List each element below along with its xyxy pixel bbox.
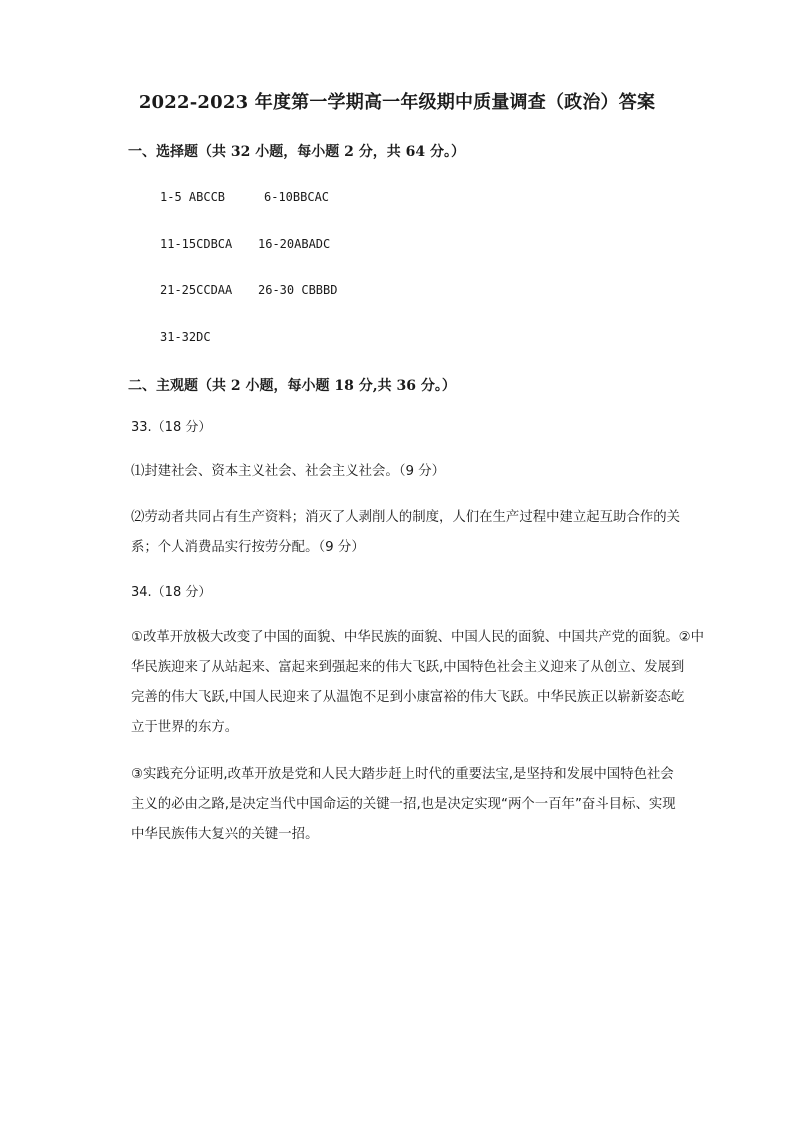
answer-line: ⑵劳动者共同占有生产资料；消灭了人剥削人的制度，人们在生产过程中建立起互助合作的关 — [131, 510, 681, 525]
answer-group: 16-20ABADC — [258, 237, 331, 251]
answer-line: ③实践充分证明,改革开放是党和人民大踏步赶上时代的重要法宝,是坚持和发展中国特色社会 — [131, 767, 674, 782]
answer-group: 26-30 CBBBD — [258, 283, 338, 297]
answer-line: 主义的必由之路,是决定当代中国命运的关键一招,也是决定实现“两个一百年”奋斗目标、实现 — [131, 797, 676, 812]
answer-line: ⑴封建社会、资本主义社会、社会主义社会。（9 分） — [131, 464, 446, 479]
answer-line: 中华民族伟大复兴的关键一招。 — [131, 827, 319, 842]
answer-group: 1-5 ABCCB — [160, 190, 226, 204]
question-33-label: 33.（18 分） — [131, 420, 212, 435]
section1-heading: 一、选择题（共 32 小题，每小题 2 分，共 64 分。） — [128, 144, 465, 160]
answer-line: ①改革开放极大改变了中国的面貌、中华民族的面貌、中国人民的面貌、中国共产党的面貌。②中 — [131, 630, 705, 645]
answer-line: 立于世界的东方。 — [131, 720, 239, 735]
answer-line: 系；个人消费品实行按劳分配。（9 分） — [131, 540, 365, 555]
answer-line: 华民族迎来了从站起来、富起来到强起来的伟大飞跃,中国特色社会主义迎来了从创立、发展到 — [131, 660, 685, 675]
answer-group: 31-32DC — [160, 330, 211, 344]
answer-group: 21-25CCDAA — [160, 283, 233, 297]
section2-heading: 二、主观题（共 2 小题，每小题 18 分,共 36 分。） — [128, 378, 456, 394]
question-34-label: 34.（18 分） — [131, 585, 212, 600]
answer-group: 6-10BBCAC — [264, 190, 330, 204]
answer-line: 完善的伟大飞跃,中国人民迎来了从温饱不足到小康富裕的伟大飞跃。中华民族正以崭新姿态屹 — [131, 690, 685, 705]
page-title: 2022-2023 年度第一学期高一年级期中质量调查（政治）答案 — [138, 92, 656, 113]
answer-group: 11-15CDBCA — [160, 237, 233, 251]
